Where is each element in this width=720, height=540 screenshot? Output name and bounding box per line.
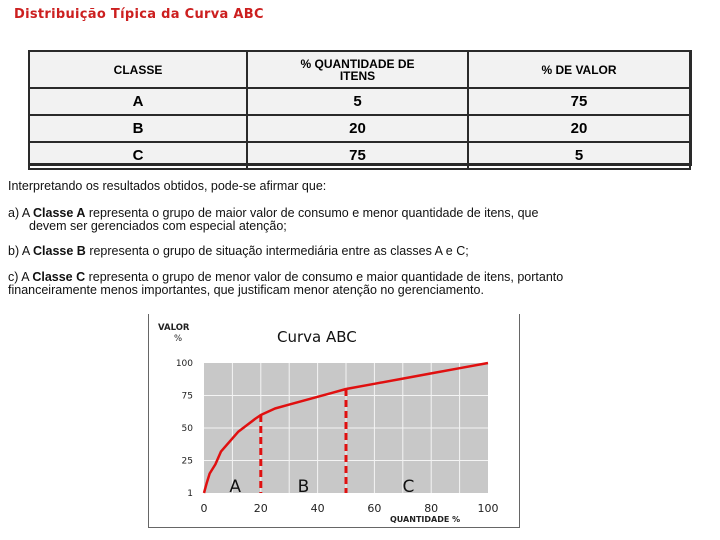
intro-text: Interpretando os resultados obtidos, pode-se afirmar que: bbox=[8, 179, 327, 193]
item-a-prefix: a) A bbox=[8, 206, 34, 220]
class-label: A bbox=[229, 477, 242, 497]
x-tick-label: 60 bbox=[367, 502, 382, 515]
cell-quantidade: 5 bbox=[247, 88, 468, 115]
y-axis-label: VALOR bbox=[158, 323, 190, 333]
chart-title: Curva ABC bbox=[277, 328, 357, 346]
item-c-rest: representa o grupo de menor valor de consumo e maior quantidade de itens, portanto bbox=[85, 270, 564, 284]
cell-classe: C bbox=[29, 142, 247, 169]
y-tick-label: 100 bbox=[175, 359, 193, 369]
item-a-line2: devem ser gerenciados com especial atenção; bbox=[29, 219, 287, 233]
item-b-prefix: b) A bbox=[8, 244, 34, 258]
cell-valor: 20 bbox=[468, 115, 690, 142]
item-b-bold: Classe B bbox=[33, 244, 86, 258]
cell-quantidade: 75 bbox=[247, 142, 468, 169]
x-tick-labels bbox=[201, 502, 499, 515]
x-tick-label: 80 bbox=[424, 502, 439, 515]
y-tick-label: 75 bbox=[181, 391, 193, 402]
x-tick-label: 20 bbox=[253, 502, 268, 515]
item-a-bold: Classe A bbox=[33, 206, 86, 220]
page-title: Distribuição Típica da Curva ABC bbox=[14, 7, 264, 22]
item-c-prefix: c) A bbox=[8, 270, 33, 284]
x-axis-label: QUANTIDADE % bbox=[390, 515, 461, 524]
cell-valor: 75 bbox=[468, 88, 690, 115]
header-valor: % DE VALOR bbox=[468, 51, 690, 88]
x-tick-label: 40 bbox=[310, 502, 325, 515]
item-a-rest: representa o grupo de maior valor de consumo e menor quantidade de itens, que bbox=[85, 206, 539, 220]
header-quantidade: % QUANTIDADE DE ITENS bbox=[247, 51, 468, 88]
class-label: C bbox=[402, 477, 415, 497]
y-tick-label: 25 bbox=[181, 456, 193, 467]
cell-classe: B bbox=[29, 115, 247, 142]
y-tick-labels bbox=[176, 359, 193, 499]
y-tick-label: 50 bbox=[181, 424, 193, 434]
cell-valor: 5 bbox=[468, 142, 690, 169]
x-tick-label: 100 bbox=[477, 502, 499, 515]
item-b-rest: representa o grupo de situação intermediária entre as classes A e C; bbox=[85, 244, 469, 258]
y-tick-label: 1 bbox=[187, 489, 193, 499]
y-axis-unit: % bbox=[174, 334, 183, 344]
item-c-bold: Classe C bbox=[32, 270, 86, 284]
cell-classe: A bbox=[29, 88, 247, 115]
item-c-line2: financeiramente menos importantes, que justificam menor atenção no gerenciamento. bbox=[8, 283, 484, 297]
cell-quantidade: 20 bbox=[247, 115, 468, 142]
x-tick-label: 0 bbox=[200, 502, 208, 515]
header-classe: CLASSE bbox=[29, 51, 247, 88]
class-label: B bbox=[297, 477, 310, 497]
